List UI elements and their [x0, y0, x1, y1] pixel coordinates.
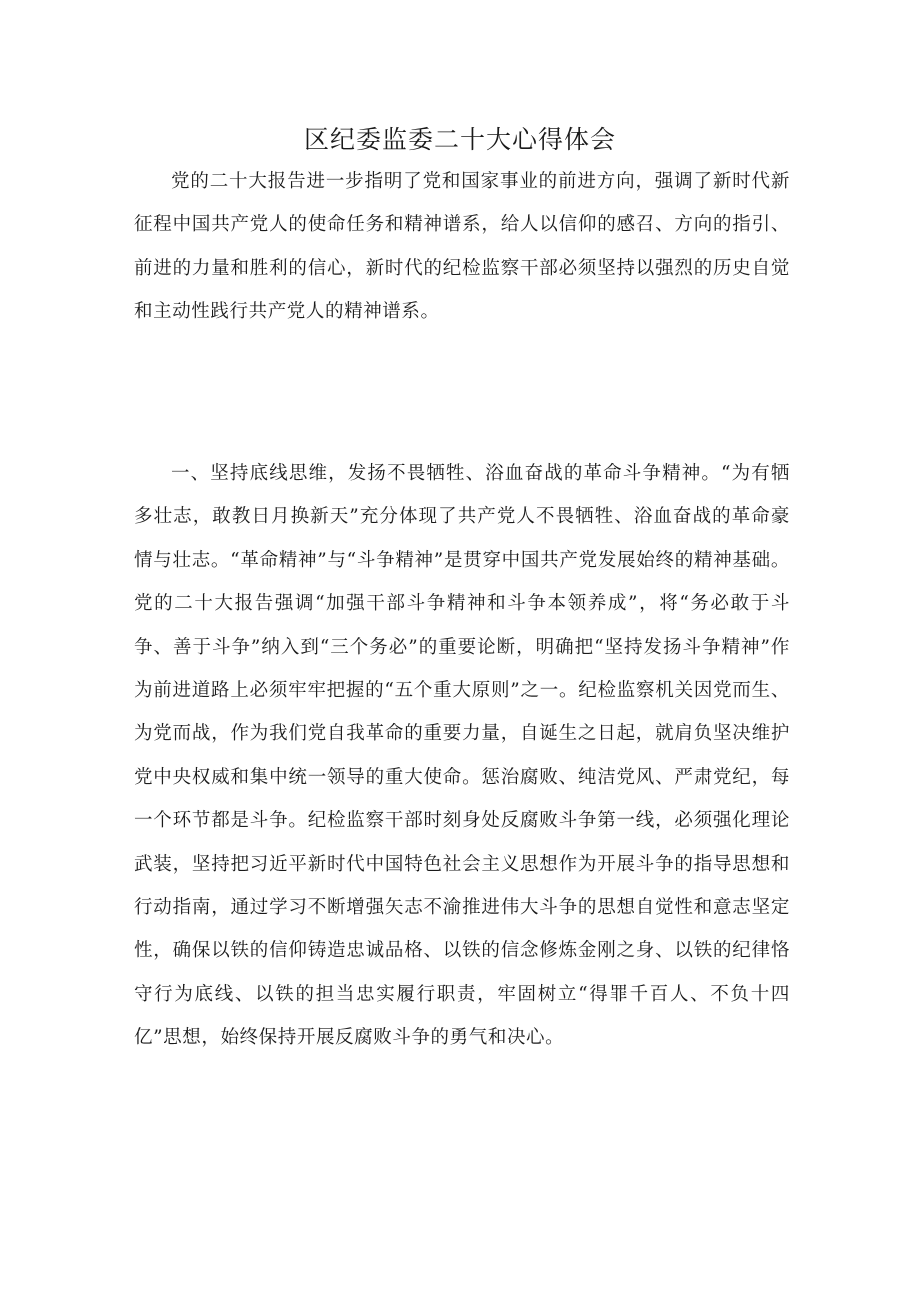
paragraph-intro: 党的二十大报告进一步指明了党和国家事业的前进方向，强调了新时代新征程中国共产党人的使命任务和精神谱系，给人以信仰的感召、方向的指引、前进的力量和胜利的信心，新时代的纪检监察干部必须坚持以强烈的历史自觉和主动性践行共产党人的精神谱系。 — [134, 171, 790, 323]
paragraph-section-one: 一、坚持底线思维，发扬不畏牺牲、浴血奋战的革命斗争精神。“为有牺多壮志，敢教日月换新天”充分体现了共产党人不畏牺牲、浴血奋战的革命豪情与壮志。“革命精神”与“斗争精神”是贯穿中国共产党发展始终的精神基础。党的二十大报告强调“加强干部斗争精神和斗争本领养成”，将“务必敢于斗争、善于斗争”纳入到“三个务必”的重要论断，明确把“坚持发扬斗争精神”作为前进道路上必须牢牢把握的“五个重大原则”之一。纪检监察机关因党而生、为党而战，作为我们党自我革命的重要力量，自诞生之日起，就肩负坚决维护党中央权威和集中统一领导的重大使命。惩治腐败、纯洁党风、严肃党纪，每一个环节都是斗争。纪检监察干部时刻身处反腐败斗争第一线，必须强化理论武装，坚持把习近平新时代中国特色社会主义思想作为开展斗争的指导思想和行动指南，通过学习不断增强矢志不渝推进伟大斗争的思想自觉性和意志坚定性，确保以铁的信仰铸造忠诚品格、以铁的信念修炼金刚之身、以铁的纪律恪守行为底线、以铁的担当忠实履行职责，牢固树立“得罪千百人、不负十四亿”思想，始终保持开展反腐败斗争的勇气和决心。 — [134, 463, 790, 1049]
document-title: 区纪委监委二十大心得体会 — [303, 125, 616, 154]
